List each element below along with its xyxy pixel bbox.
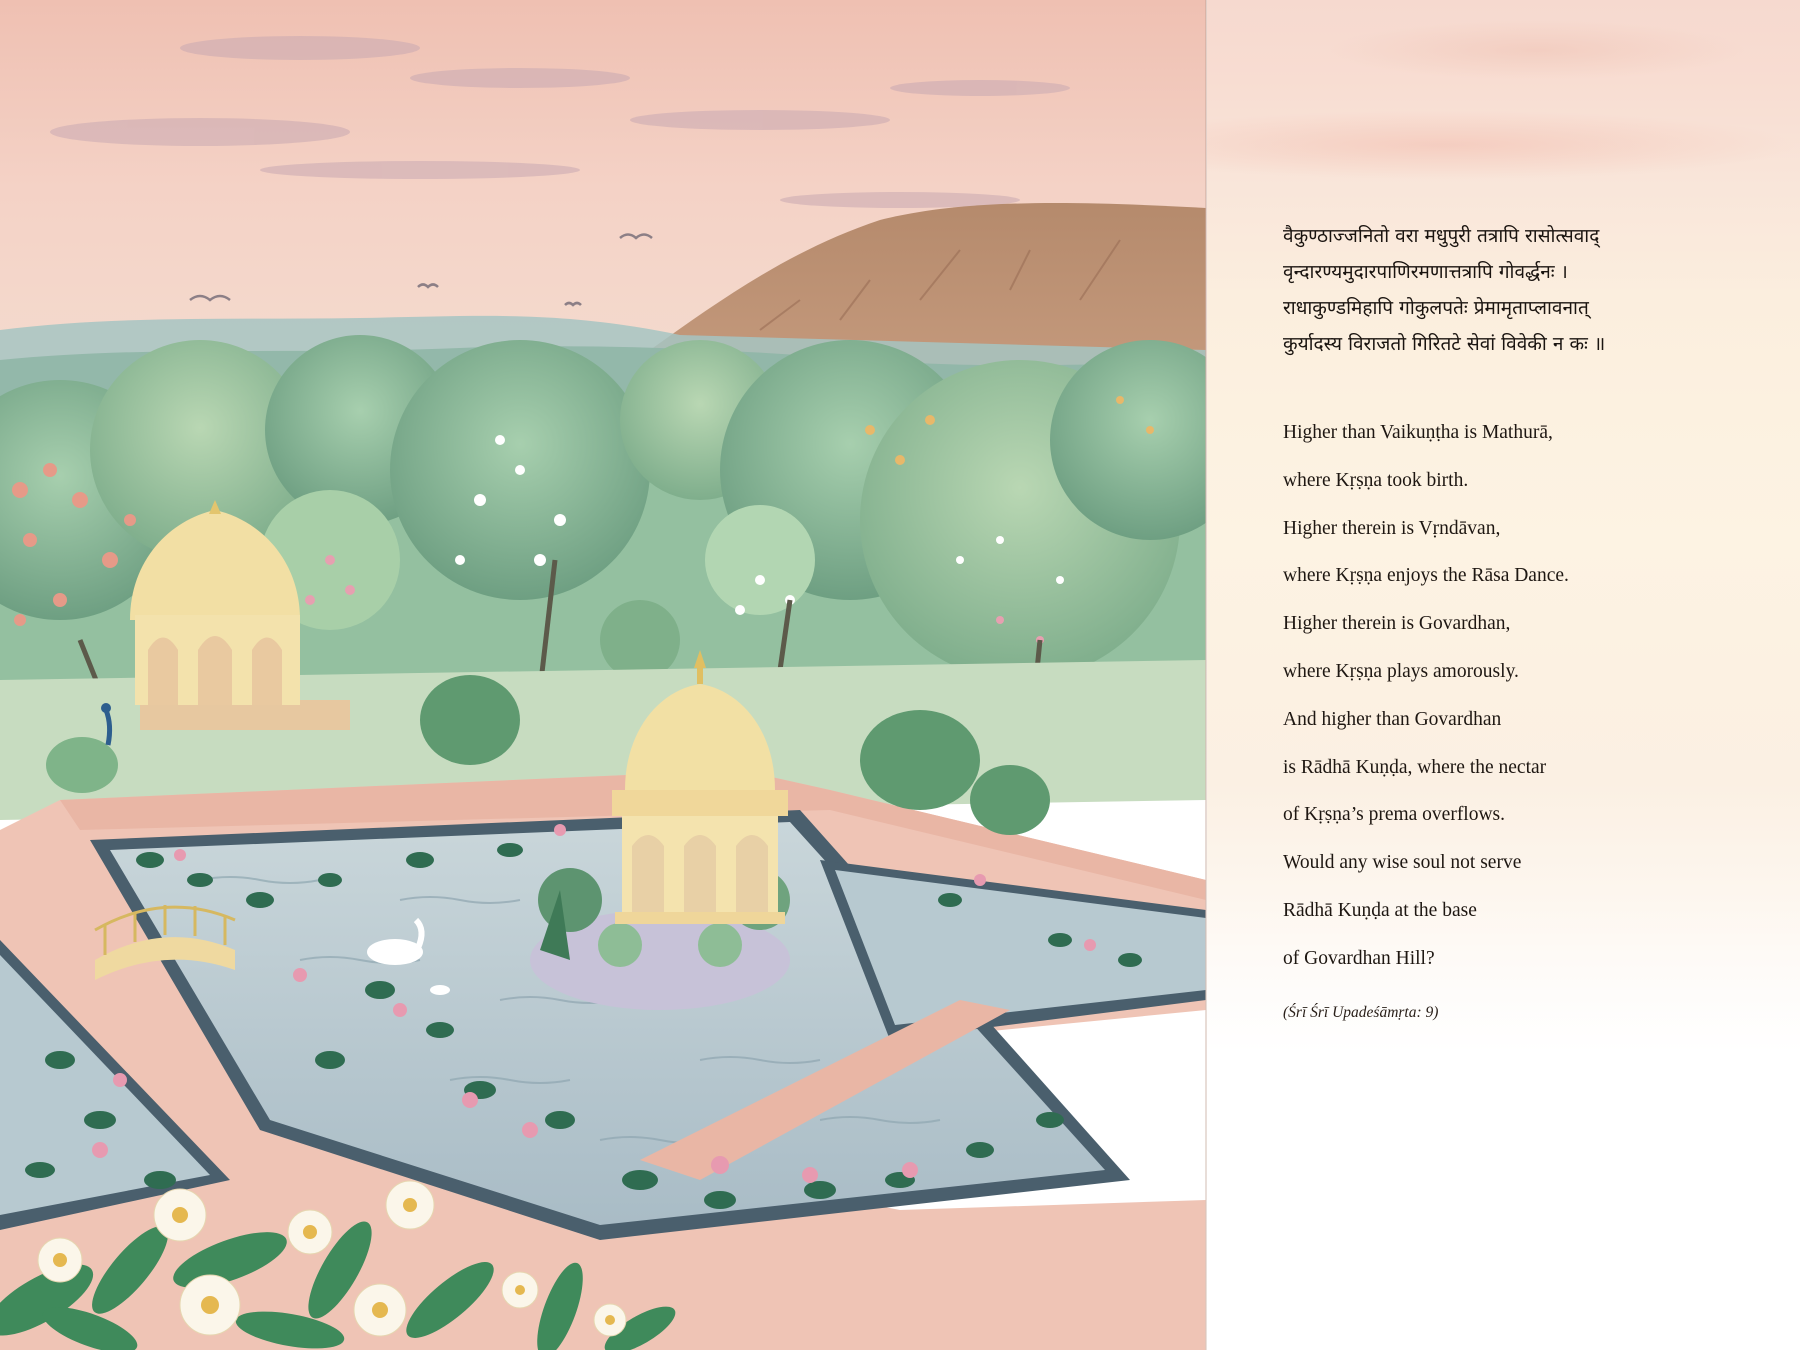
translation-line: where Kṛṣṇa took birth. xyxy=(1283,469,1469,491)
translation-line: Would any wise soul not serve xyxy=(1283,852,1522,874)
translation-line: Rādhā Kuṇḍa at the base xyxy=(1283,899,1477,921)
translation-line: where Kṛṣṇa enjoys the Rāsa Dance. xyxy=(1283,565,1569,587)
english-translation xyxy=(1283,414,1783,988)
watercolor-wash xyxy=(1207,110,1800,180)
translation-line: And higher than Govardhan xyxy=(1283,708,1502,730)
translation-line: where Kṛṣṇa plays amorously. xyxy=(1283,660,1519,682)
verse-page xyxy=(1207,0,1800,1350)
sanskrit-line: वैकुण्ठाज्जनितो वरा मधुपुरी तत्रापि रासोत्सवाद् xyxy=(1283,225,1600,247)
sanskrit-line: वृन्दारण्यमुदारपाणिरमणात्तत्रापि गोवर्द्धनः । xyxy=(1283,261,1568,283)
sanskrit-verse xyxy=(1283,218,1783,362)
translation-line: of Govardhan Hill? xyxy=(1283,947,1435,969)
sanskrit-line: राधाकुण्डमिहापि गोकुलपतेः प्रेमामृताप्लावनात् xyxy=(1283,297,1589,319)
translation-line: Higher than Vaikuṇṭha is Mathurā, xyxy=(1283,422,1553,443)
verse-citation: (Śrī Śrī Upadeśāmṛta: 9) xyxy=(1283,1004,1439,1021)
translation-line: Higher therein is Vṛndāvan, xyxy=(1283,517,1501,539)
watercolor-wash xyxy=(1327,20,1747,80)
translation-line: of Kṛṣṇa’s prema overflows. xyxy=(1283,804,1506,826)
translation-line: Higher therein is Govardhan, xyxy=(1283,613,1511,635)
translation-line: is Rādhā Kuṇḍa, where the nectar xyxy=(1283,756,1547,778)
sanskrit-line: कुर्यादस्य विराजतो गिरितटे सेवां विवेकी न कः ॥ xyxy=(1283,333,1606,355)
